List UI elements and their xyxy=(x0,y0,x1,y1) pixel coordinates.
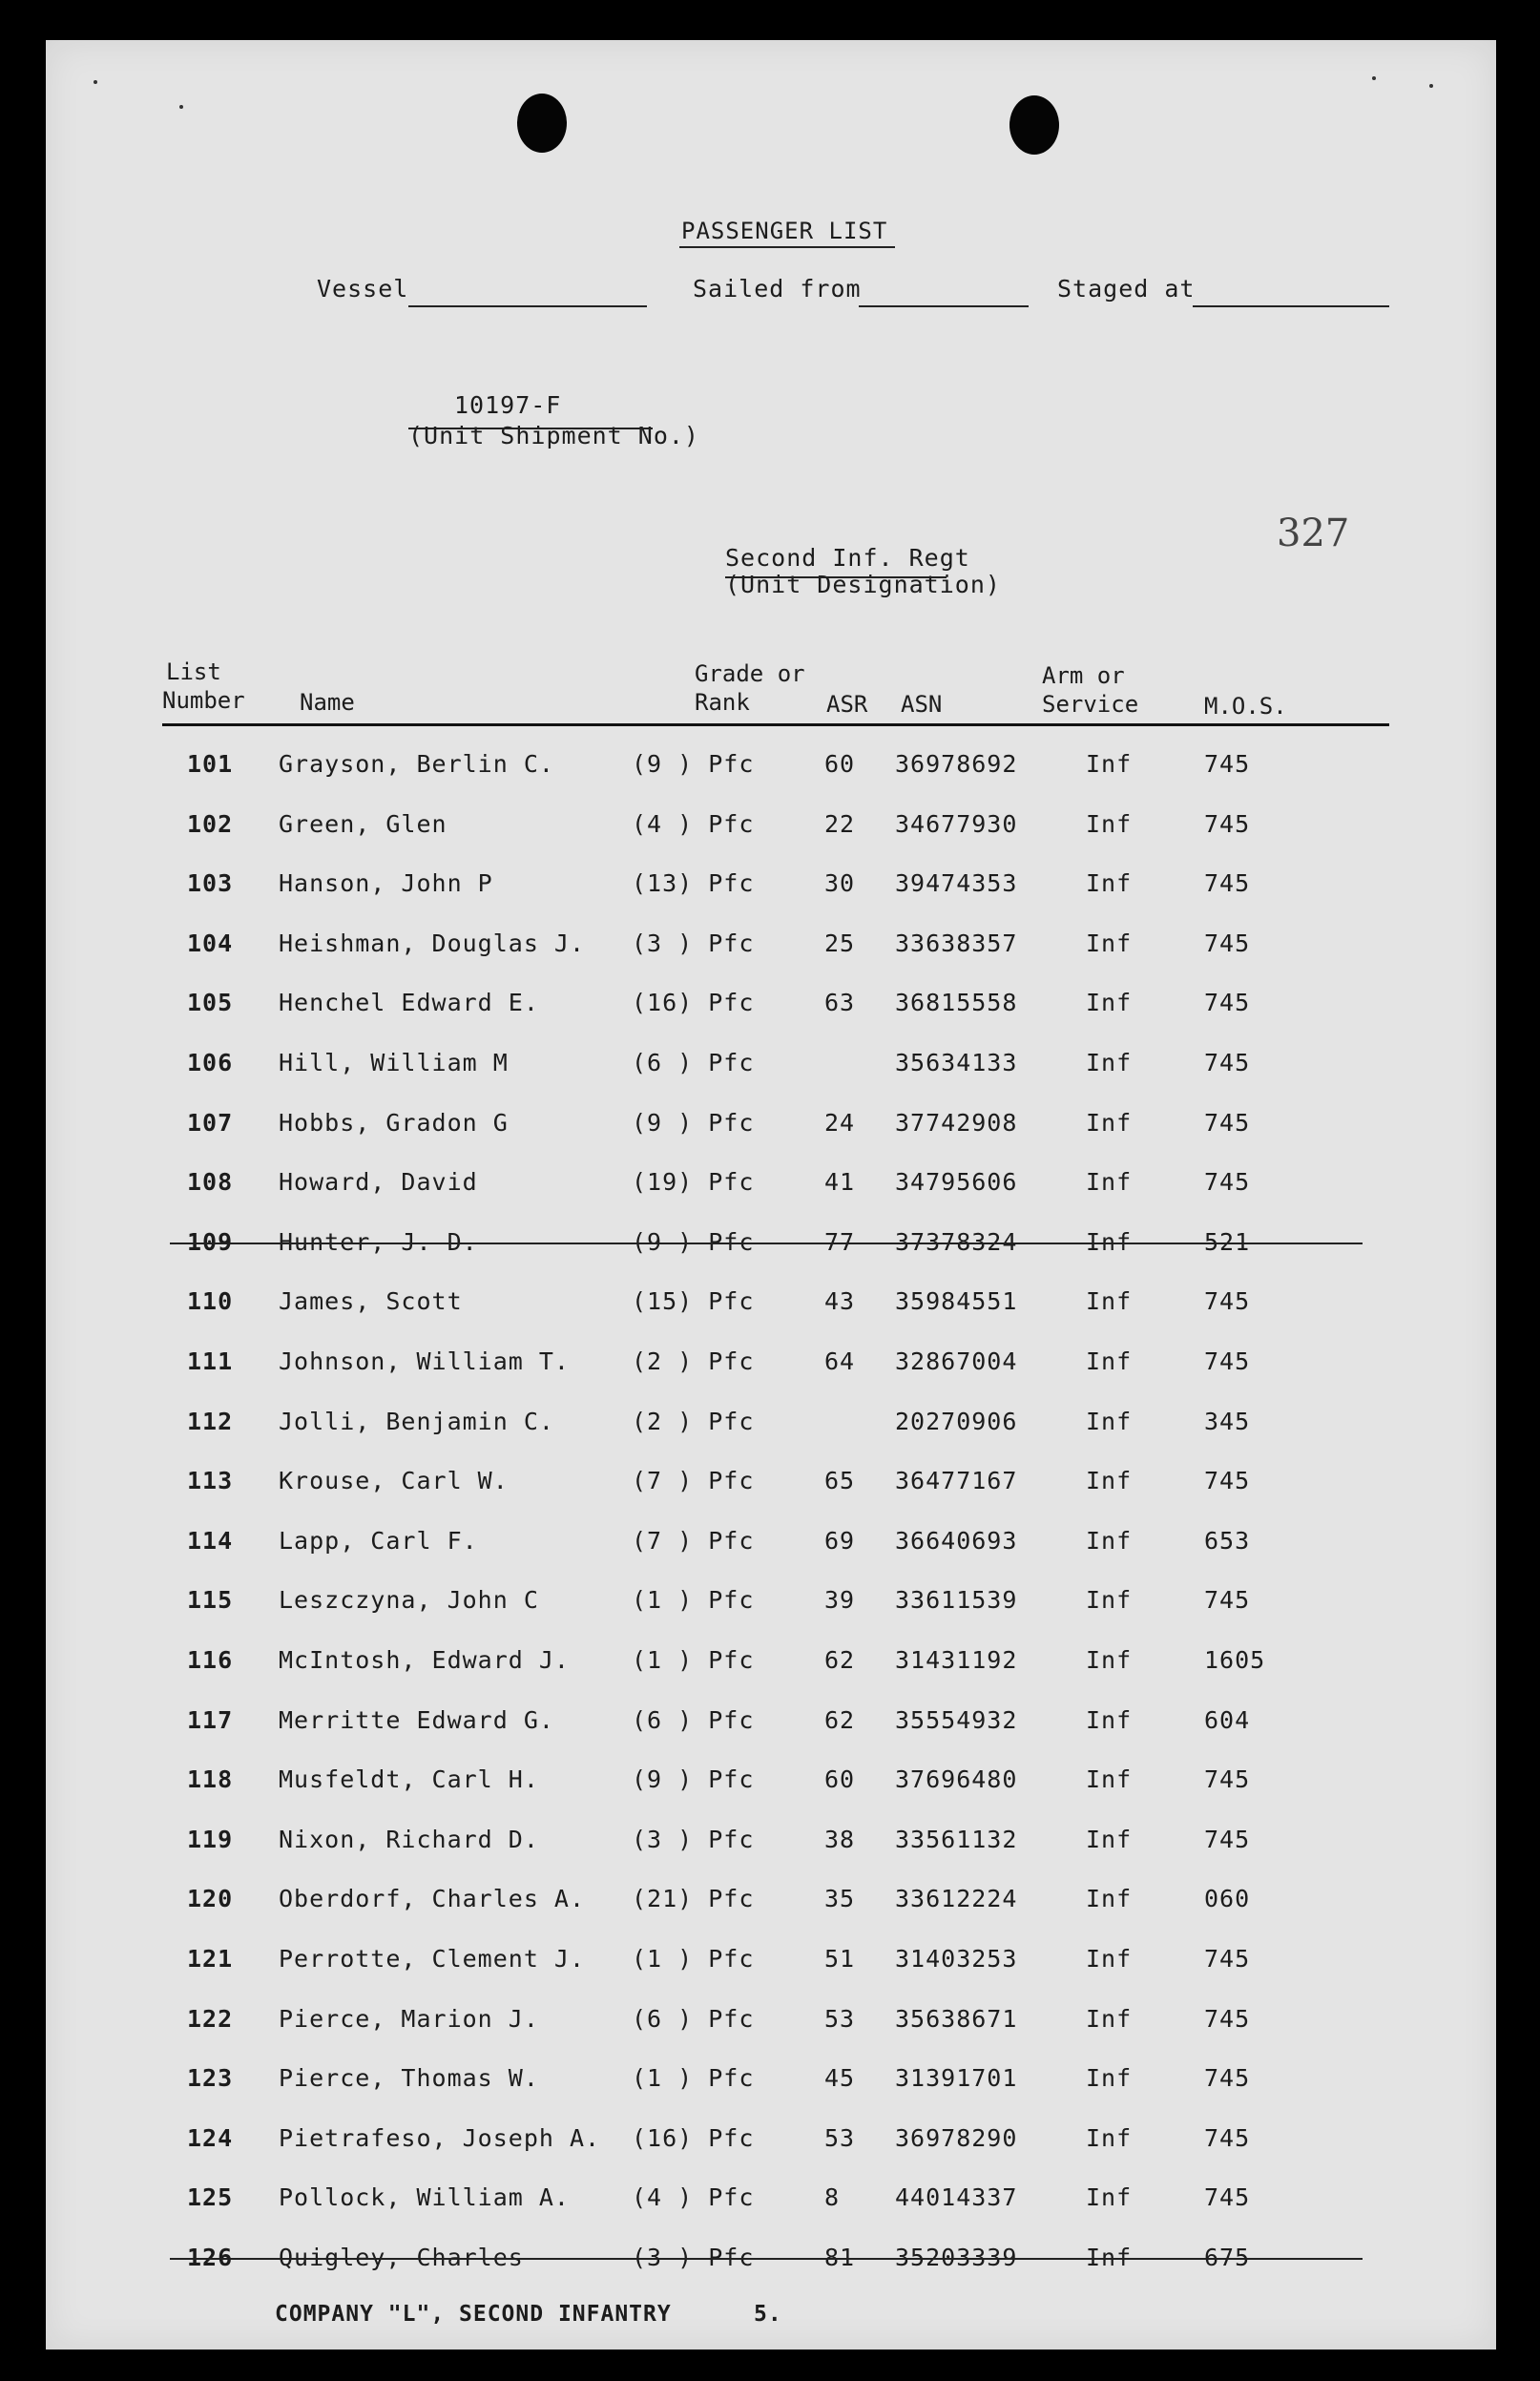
grade-rank: (19) Pfc xyxy=(632,1168,755,1196)
passenger-name: Pietrafeso, Joseph A. xyxy=(279,2124,601,2152)
list-number: 120 xyxy=(187,1885,234,1912)
mos-code: 745 xyxy=(1204,2124,1251,2152)
passenger-name: Henchel Edward E. xyxy=(279,989,539,1016)
arm-service: Inf xyxy=(1086,989,1133,1016)
mos-code: 1605 xyxy=(1204,1646,1266,1674)
list-number: 113 xyxy=(187,1467,234,1494)
asn-number: 44014337 xyxy=(895,2183,1018,2211)
arm-service: Inf xyxy=(1086,1885,1133,1912)
mos-code: 745 xyxy=(1204,2183,1251,2211)
asr-score: 38 xyxy=(824,1826,856,1853)
sailed-from-field xyxy=(859,305,1029,307)
footer-page: 5. xyxy=(754,2302,782,2327)
asn-number: 37696480 xyxy=(895,1765,1018,1793)
grade-rank: (1 ) Pfc xyxy=(632,1646,755,1674)
arm-service: Inf xyxy=(1086,929,1133,957)
list-number: 105 xyxy=(187,989,234,1016)
mos-code: 675 xyxy=(1204,2244,1251,2271)
grade-rank: (3 ) Pfc xyxy=(632,929,755,957)
asr-score: 8 xyxy=(824,2183,841,2211)
header-name: Name xyxy=(300,689,355,716)
header-asr: ASR xyxy=(826,691,868,718)
header-asn: ASN xyxy=(901,691,943,718)
arm-service: Inf xyxy=(1086,1408,1133,1435)
asr-score: 63 xyxy=(824,989,856,1016)
passenger-name: Johnson, William T. xyxy=(279,1347,570,1375)
arm-service: Inf xyxy=(1086,1049,1133,1076)
mos-code: 060 xyxy=(1204,1885,1251,1912)
list-number: 104 xyxy=(187,929,234,957)
asr-score: 77 xyxy=(824,1228,856,1256)
mos-code: 745 xyxy=(1204,2064,1251,2092)
arm-service: Inf xyxy=(1086,750,1133,778)
grade-rank: (3 ) Pfc xyxy=(632,2244,755,2271)
asn-number: 35554932 xyxy=(895,1706,1018,1734)
page-number: 327 xyxy=(1277,512,1350,555)
asn-number: 39474353 xyxy=(895,869,1018,897)
mos-code: 745 xyxy=(1204,869,1251,897)
asn-number: 33611539 xyxy=(895,1586,1018,1614)
asr-score: 24 xyxy=(824,1109,856,1137)
grade-rank: (15) Pfc xyxy=(632,1287,755,1315)
list-number: 107 xyxy=(187,1109,234,1137)
arm-service: Inf xyxy=(1086,1527,1133,1555)
arm-service: Inf xyxy=(1086,2005,1133,2033)
asr-score: 60 xyxy=(824,750,856,778)
mos-code: 745 xyxy=(1204,929,1251,957)
grade-rank: (7 ) Pfc xyxy=(632,1467,755,1494)
mos-code: 653 xyxy=(1204,1527,1251,1555)
arm-service: Inf xyxy=(1086,2244,1133,2271)
list-number: 114 xyxy=(187,1527,234,1555)
passenger-name: Hanson, John P xyxy=(279,869,493,897)
grade-rank: (16) Pfc xyxy=(632,989,755,1016)
passenger-name: Hunter, J. D. xyxy=(279,1228,478,1256)
arm-service: Inf xyxy=(1086,1646,1133,1674)
mos-code: 745 xyxy=(1204,2005,1251,2033)
asr-score: 69 xyxy=(824,1527,856,1555)
list-number: 121 xyxy=(187,1945,234,1973)
asr-score: 43 xyxy=(824,1287,856,1315)
grade-rank: (4 ) Pfc xyxy=(632,810,755,838)
grade-rank: (6 ) Pfc xyxy=(632,1049,755,1076)
header-number: Number xyxy=(162,687,245,714)
asr-score: 64 xyxy=(824,1347,856,1375)
passenger-name: Oberdorf, Charles A. xyxy=(279,1885,586,1912)
passenger-name: Merritte Edward G. xyxy=(279,1706,554,1734)
grade-rank: (1 ) Pfc xyxy=(632,1945,755,1973)
asr-score: 62 xyxy=(824,1646,856,1674)
passenger-name: Lapp, Carl F. xyxy=(279,1527,478,1555)
asn-number: 31391701 xyxy=(895,2064,1018,2092)
asr-score: 53 xyxy=(824,2005,856,2033)
header-list: List xyxy=(166,658,221,685)
grade-rank: (9 ) Pfc xyxy=(632,1765,755,1793)
grade-rank: (4 ) Pfc xyxy=(632,2183,755,2211)
passenger-name: Krouse, Carl W. xyxy=(279,1467,509,1494)
list-number: 126 xyxy=(187,2244,234,2271)
arm-service: Inf xyxy=(1086,1228,1133,1256)
list-number: 124 xyxy=(187,2124,234,2152)
arm-service: Inf xyxy=(1086,1945,1133,1973)
list-number: 108 xyxy=(187,1168,234,1196)
asr-score: 62 xyxy=(824,1706,856,1734)
list-number: 109 xyxy=(187,1228,234,1256)
arm-service: Inf xyxy=(1086,1706,1133,1734)
asn-number: 35638671 xyxy=(895,2005,1018,2033)
arm-service: Inf xyxy=(1086,1168,1133,1196)
passenger-name: Pierce, Marion J. xyxy=(279,2005,539,2033)
punch-hole xyxy=(517,94,567,153)
grade-rank: (9 ) Pfc xyxy=(632,750,755,778)
passenger-name: McIntosh, Edward J. xyxy=(279,1646,570,1674)
mos-code: 745 xyxy=(1204,1168,1251,1196)
passenger-name: Nixon, Richard D. xyxy=(279,1826,539,1853)
asn-number: 32867004 xyxy=(895,1347,1018,1375)
speck xyxy=(179,105,183,109)
arm-service: Inf xyxy=(1086,1347,1133,1375)
mos-code: 745 xyxy=(1204,1826,1251,1853)
list-number: 112 xyxy=(187,1408,234,1435)
arm-service: Inf xyxy=(1086,1586,1133,1614)
arm-service: Inf xyxy=(1086,810,1133,838)
grade-rank: (13) Pfc xyxy=(632,869,755,897)
punch-hole xyxy=(1009,95,1059,155)
asn-number: 33612224 xyxy=(895,1885,1018,1912)
asr-score: 30 xyxy=(824,869,856,897)
asn-number: 37742908 xyxy=(895,1109,1018,1137)
mos-code: 521 xyxy=(1204,1228,1251,1256)
unit-shipment-number: 10197-F xyxy=(454,391,562,419)
passenger-name: Howard, David xyxy=(279,1168,478,1196)
list-number: 103 xyxy=(187,869,234,897)
grade-rank: (7 ) Pfc xyxy=(632,1527,755,1555)
asr-score: 53 xyxy=(824,2124,856,2152)
list-number: 123 xyxy=(187,2064,234,2092)
asn-number: 35634133 xyxy=(895,1049,1018,1076)
staged-at-field xyxy=(1193,305,1389,307)
asr-score: 81 xyxy=(824,2244,856,2271)
staged-at-label: Staged at xyxy=(1057,275,1196,303)
grade-rank: (3 ) Pfc xyxy=(632,1826,755,1853)
grade-rank: (16) Pfc xyxy=(632,2124,755,2152)
passenger-name: Jolli, Benjamin C. xyxy=(279,1408,554,1435)
asn-number: 37378324 xyxy=(895,1228,1018,1256)
vessel-field xyxy=(408,305,647,307)
speck xyxy=(94,80,97,84)
speck xyxy=(1372,76,1376,80)
passenger-name: Leszczyna, John C xyxy=(279,1586,539,1614)
list-number: 117 xyxy=(187,1706,234,1734)
sailed-from-label: Sailed from xyxy=(693,275,862,303)
asr-score: 51 xyxy=(824,1945,856,1973)
grade-rank: (6 ) Pfc xyxy=(632,1706,755,1734)
list-number: 110 xyxy=(187,1287,234,1315)
mos-code: 745 xyxy=(1204,1765,1251,1793)
arm-service: Inf xyxy=(1086,2124,1133,2152)
unit-shipment-rule xyxy=(408,428,653,429)
mos-code: 604 xyxy=(1204,1706,1251,1734)
header-grade: Grade or xyxy=(695,660,805,687)
unit-designation-rule xyxy=(725,576,947,578)
mos-code: 745 xyxy=(1204,1586,1251,1614)
passenger-name: James, Scott xyxy=(279,1287,463,1315)
passenger-name: Heishman, Douglas J. xyxy=(279,929,586,957)
asn-number: 33561132 xyxy=(895,1826,1018,1853)
list-number: 106 xyxy=(187,1049,234,1076)
list-number: 101 xyxy=(187,750,234,778)
vessel-label: Vessel xyxy=(317,275,409,303)
mos-code: 745 xyxy=(1204,1049,1251,1076)
arm-service: Inf xyxy=(1086,1109,1133,1137)
list-number: 116 xyxy=(187,1646,234,1674)
list-number: 111 xyxy=(187,1347,234,1375)
asr-score: 45 xyxy=(824,2064,856,2092)
asr-score: 25 xyxy=(824,929,856,957)
list-number: 115 xyxy=(187,1586,234,1614)
arm-service: Inf xyxy=(1086,1765,1133,1793)
header-mos: M.O.S. xyxy=(1204,693,1287,720)
passenger-name: Hill, William M xyxy=(279,1049,509,1076)
arm-service: Inf xyxy=(1086,1826,1133,1853)
document-page xyxy=(46,40,1496,2350)
passenger-name: Hobbs, Gradon G xyxy=(279,1109,509,1137)
title-underline xyxy=(679,246,895,248)
asn-number: 36978692 xyxy=(895,750,1018,778)
passenger-name: Musfeldt, Carl H. xyxy=(279,1765,539,1793)
asn-number: 33638357 xyxy=(895,929,1018,957)
asn-number: 36640693 xyxy=(895,1527,1018,1555)
grade-rank: (21) Pfc xyxy=(632,1885,755,1912)
arm-service: Inf xyxy=(1086,1467,1133,1494)
mos-code: 745 xyxy=(1204,1109,1251,1137)
passenger-name: Pollock, William A. xyxy=(279,2183,570,2211)
grade-rank: (2 ) Pfc xyxy=(632,1408,755,1435)
grade-rank: (1 ) Pfc xyxy=(632,1586,755,1614)
unit-shipment-caption: (Unit Shipment No.) xyxy=(408,422,699,449)
grade-rank: (2 ) Pfc xyxy=(632,1347,755,1375)
list-number: 102 xyxy=(187,810,234,838)
asr-score: 41 xyxy=(824,1168,856,1196)
asr-score: 35 xyxy=(824,1885,856,1912)
passenger-name: Grayson, Berlin C. xyxy=(279,750,554,778)
list-number: 125 xyxy=(187,2183,234,2211)
passenger-name: Quigley, Charles xyxy=(279,2244,524,2271)
asn-number: 36978290 xyxy=(895,2124,1018,2152)
grade-rank: (6 ) Pfc xyxy=(632,2005,755,2033)
unit-designation-caption: (Unit Designation) xyxy=(725,571,1001,598)
arm-service: Inf xyxy=(1086,2183,1133,2211)
asn-number: 31431192 xyxy=(895,1646,1018,1674)
mos-code: 745 xyxy=(1204,989,1251,1016)
header-arm: Arm or xyxy=(1042,662,1125,689)
asn-number: 35203339 xyxy=(895,2244,1018,2271)
list-number: 119 xyxy=(187,1826,234,1853)
grade-rank: (9 ) Pfc xyxy=(632,1228,755,1256)
header-rank: Rank xyxy=(695,689,750,716)
header-service: Service xyxy=(1042,691,1139,718)
mos-code: 745 xyxy=(1204,1347,1251,1375)
footer-company: COMPANY "L", SECOND INFANTRY xyxy=(275,2302,672,2327)
arm-service: Inf xyxy=(1086,869,1133,897)
asn-number: 34677930 xyxy=(895,810,1018,838)
asr-score: 22 xyxy=(824,810,856,838)
document-title: PASSENGER LIST xyxy=(681,218,888,244)
asr-score: 60 xyxy=(824,1765,856,1793)
asn-number: 36815558 xyxy=(895,989,1018,1016)
asn-number: 35984551 xyxy=(895,1287,1018,1315)
arm-service: Inf xyxy=(1086,1287,1133,1315)
passenger-name: Green, Glen xyxy=(279,810,447,838)
asn-number: 20270906 xyxy=(895,1408,1018,1435)
asr-score: 39 xyxy=(824,1586,856,1614)
asn-number: 34795606 xyxy=(895,1168,1018,1196)
mos-code: 345 xyxy=(1204,1408,1251,1435)
asr-score: 65 xyxy=(824,1467,856,1494)
mos-code: 745 xyxy=(1204,1467,1251,1494)
strikethrough-line xyxy=(170,2258,1363,2260)
list-number: 118 xyxy=(187,1765,234,1793)
mos-code: 745 xyxy=(1204,1287,1251,1315)
grade-rank: (1 ) Pfc xyxy=(632,2064,755,2092)
passenger-name: Pierce, Thomas W. xyxy=(279,2064,539,2092)
strikethrough-line xyxy=(170,1243,1363,1244)
header-rule xyxy=(162,723,1389,726)
unit-designation: Second Inf. Regt xyxy=(725,544,970,572)
passenger-name: Perrotte, Clement J. xyxy=(279,1945,586,1973)
mos-code: 745 xyxy=(1204,1945,1251,1973)
asn-number: 31403253 xyxy=(895,1945,1018,1973)
mos-code: 745 xyxy=(1204,750,1251,778)
speck xyxy=(1429,84,1433,88)
arm-service: Inf xyxy=(1086,2064,1133,2092)
grade-rank: (9 ) Pfc xyxy=(632,1109,755,1137)
asn-number: 36477167 xyxy=(895,1467,1018,1494)
mos-code: 745 xyxy=(1204,810,1251,838)
list-number: 122 xyxy=(187,2005,234,2033)
